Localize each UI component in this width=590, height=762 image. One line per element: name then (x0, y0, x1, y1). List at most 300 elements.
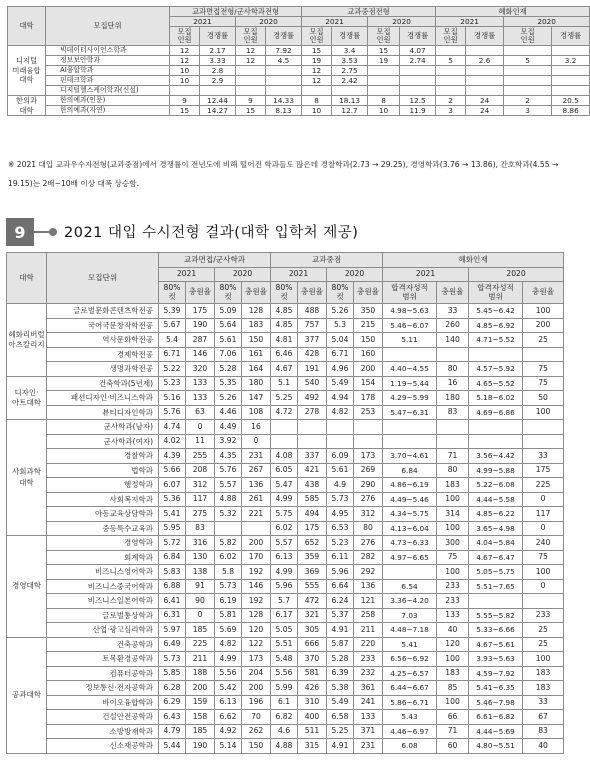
value-cell: 133 (186, 376, 215, 391)
table-row (7, 362, 564, 377)
value-cell: 2.8 (200, 66, 236, 76)
value-cell: 472 (298, 594, 327, 609)
value-cell: 6.02 (271, 521, 298, 536)
value-cell (236, 76, 266, 86)
value-cell: 147 (242, 391, 271, 406)
value-cell: 133 (354, 710, 383, 725)
value-cell: 4.25~6.57 (383, 666, 437, 681)
value-cell: 4.67 (271, 362, 298, 377)
value-cell: 6.84 (383, 463, 437, 478)
value-cell: 75 (523, 376, 564, 391)
value-cell: 175 (298, 521, 327, 536)
value-cell: 7.06 (215, 347, 242, 362)
value-cell: 0 (523, 579, 564, 594)
value-cell: 8 (368, 96, 400, 106)
value-cell: 4.49 (215, 420, 242, 435)
value-cell: 4.49~5.46 (383, 492, 437, 507)
header-fill-rate: 충원율 (523, 282, 564, 304)
value-cell: 75 (437, 550, 469, 565)
value-cell: 3.65~4.98 (469, 521, 523, 536)
table-row (7, 695, 564, 710)
univ-cell: 디자인· 아트대학 (7, 376, 47, 420)
value-cell: 369 (298, 565, 327, 580)
value-cell: 33 (523, 449, 564, 464)
value-cell: 276 (354, 492, 383, 507)
value-cell: 261 (242, 492, 271, 507)
dept-cell: 건축학과(5년제) (47, 376, 159, 391)
value-cell: 19 (368, 56, 400, 66)
value-cell: 5.11 (383, 333, 437, 348)
value-cell: 305 (298, 623, 327, 638)
value-cell: 4.86~6.19 (383, 478, 437, 493)
value-cell (523, 434, 564, 449)
value-cell: 3.2 (552, 56, 590, 66)
value-cell: 150 (242, 739, 271, 754)
value-cell: 3.53 (332, 56, 368, 66)
value-cell: 11.9 (400, 106, 436, 116)
value-cell (236, 86, 266, 96)
value-cell: 4.59~7.92 (469, 666, 523, 681)
value-cell: 241 (354, 695, 383, 710)
value-cell: 5.49 (327, 376, 354, 391)
value-cell: 5.38 (327, 681, 354, 696)
value-cell: 5.72 (159, 536, 186, 551)
value-cell: 83 (437, 405, 469, 420)
dept-cell: 비즈니스중국어학과 (47, 579, 159, 594)
univ-cell: 혜화리버럴 아츠칼리지 (7, 304, 47, 377)
value-cell: 652 (298, 536, 327, 551)
value-cell: 100 (437, 565, 469, 580)
value-cell: 3.36~4.20 (383, 594, 437, 609)
value-cell: 5.57 (271, 536, 298, 551)
value-cell: 5.97 (159, 623, 186, 638)
table-row (7, 637, 564, 652)
value-cell (436, 86, 466, 96)
value-cell: 5.73 (327, 492, 354, 507)
value-cell: 136 (242, 478, 271, 493)
dept-cell: 경영학과 (47, 536, 159, 551)
table-row (7, 608, 564, 623)
value-cell: 18.13 (332, 96, 368, 106)
value-cell: 191 (298, 362, 327, 377)
table-row (8, 56, 590, 66)
value-cell: 555 (298, 579, 327, 594)
value-cell: 5.57 (215, 478, 242, 493)
value-cell: 3.92 (215, 434, 242, 449)
value-cell: 4.92 (215, 724, 242, 739)
value-cell: 136 (354, 579, 383, 594)
value-cell: 276 (354, 536, 383, 551)
value-cell: 4.57~5.92 (469, 362, 523, 377)
table-row (7, 434, 564, 449)
value-cell: 10 (302, 106, 332, 116)
header-cut80: 80% 컷 (215, 282, 242, 304)
value-cell: 180 (242, 376, 271, 391)
value-cell (271, 420, 298, 435)
header-rate: 경쟁률 (400, 27, 436, 46)
value-cell: 4.73~6.33 (383, 536, 437, 551)
value-cell: 4.85~6.92 (469, 318, 523, 333)
value-cell (266, 76, 302, 86)
header-cut80: 80% 컷 (327, 282, 354, 304)
value-cell: 6.56~6.92 (383, 652, 437, 667)
value-cell: 4.69~6.86 (469, 405, 523, 420)
value-cell: 6.46 (271, 347, 298, 362)
value-cell: 4.82 (327, 405, 354, 420)
table-row (8, 106, 590, 116)
value-cell (469, 434, 523, 449)
value-cell: 133 (186, 391, 215, 406)
value-cell: 2 (436, 96, 466, 106)
value-cell: 211 (186, 652, 215, 667)
table-row (7, 536, 564, 551)
value-cell (327, 420, 354, 435)
value-cell: 262 (242, 724, 271, 739)
value-cell: 190 (186, 318, 215, 333)
value-cell (466, 76, 504, 86)
value-cell: 315 (298, 739, 327, 754)
value-cell: 428 (298, 347, 327, 362)
header-rate: 경쟁률 (466, 27, 504, 46)
value-cell: 6.09 (327, 449, 354, 464)
value-cell: 5.86~6.71 (383, 695, 437, 710)
header-year: 2021 (383, 267, 469, 282)
value-cell: 25 (523, 637, 564, 652)
value-cell: 120 (437, 637, 469, 652)
value-cell (504, 76, 552, 86)
value-cell: 5.51~7.65 (469, 579, 523, 594)
value-cell (437, 434, 469, 449)
value-cell: 4.85 (271, 304, 298, 319)
value-cell: 666 (298, 637, 327, 652)
value-cell: 5.41~6.35 (469, 681, 523, 696)
value-cell (552, 86, 590, 96)
value-cell: 359 (298, 550, 327, 565)
value-cell: 350 (354, 304, 383, 319)
value-cell (298, 434, 327, 449)
value-cell: 40 (437, 623, 469, 638)
value-cell: 4.88 (215, 492, 242, 507)
table-row (7, 666, 564, 681)
dept-cell: 산업·광고심리학과 (47, 623, 159, 638)
value-cell: 258 (354, 608, 383, 623)
value-cell: 100 (437, 521, 469, 536)
value-cell: 75 (523, 362, 564, 377)
value-cell: 0 (242, 434, 271, 449)
value-cell: 5.81 (215, 608, 242, 623)
value-cell: 122 (242, 637, 271, 652)
value-cell: 426 (298, 681, 327, 696)
value-cell: 4.97~6.65 (383, 550, 437, 565)
value-cell: 6.49 (159, 637, 186, 652)
header-seats: 모집 인원 (436, 27, 466, 46)
value-cell: 12.44 (200, 96, 236, 106)
header-rate: 경쟁률 (266, 27, 302, 46)
value-cell: 4.96 (327, 362, 354, 377)
value-cell: 80 (437, 463, 469, 478)
value-cell: 6.19 (215, 594, 242, 609)
value-cell (523, 594, 564, 609)
value-cell: 370 (298, 652, 327, 667)
value-cell (368, 66, 400, 76)
value-cell: 232 (354, 666, 383, 681)
value-cell: 5.7 (271, 594, 298, 609)
value-cell: 5.61 (215, 333, 242, 348)
value-cell: 5.99 (271, 681, 298, 696)
value-cell: 2.75 (332, 66, 368, 76)
value-cell: 75 (523, 550, 564, 565)
header-score-range: 합격자성적 범위 (469, 282, 523, 304)
value-cell: 5.55~5.82 (469, 608, 523, 623)
value-cell: 6.82 (271, 710, 298, 725)
dept-cell: 경제학전공 (47, 347, 159, 362)
value-cell: 5.85 (159, 666, 186, 681)
value-cell: 361 (354, 681, 383, 696)
table-row (7, 478, 564, 493)
value-cell: 6.62 (215, 710, 242, 725)
value-cell: 314 (437, 507, 469, 522)
header-univ: 대학 (7, 253, 47, 304)
value-cell: 159 (186, 695, 215, 710)
header-year: 2021 (302, 17, 368, 27)
value-cell: 4.02 (159, 434, 186, 449)
value-cell: 5.42 (215, 681, 242, 696)
value-cell: 16 (242, 420, 271, 435)
value-cell: 8.13 (266, 106, 302, 116)
value-cell: 6.61~6.82 (469, 710, 523, 725)
value-cell: 140 (437, 333, 469, 348)
value-cell: 71 (437, 449, 469, 464)
value-cell: 161 (242, 347, 271, 362)
value-cell: 183 (437, 478, 469, 493)
value-cell: 100 (437, 492, 469, 507)
value-cell: 438 (298, 478, 327, 493)
value-cell: 24 (466, 96, 504, 106)
value-cell: 6.13 (215, 695, 242, 710)
value-cell: 90 (186, 594, 215, 609)
value-cell: 15 (236, 106, 266, 116)
value-cell: 231 (242, 449, 271, 464)
value-cell (354, 420, 383, 435)
value-cell: 4.99~5.88 (469, 463, 523, 478)
value-cell: 6.71 (159, 347, 186, 362)
value-cell: 4.85~6.22 (469, 507, 523, 522)
dept-cell: 토목환경공학과 (47, 652, 159, 667)
value-cell: 5.43 (383, 710, 437, 725)
value-cell (504, 86, 552, 96)
value-cell: 4.35 (215, 449, 242, 464)
value-cell: 0 (523, 492, 564, 507)
value-cell: 5.46~6.07 (383, 318, 437, 333)
value-cell: 8 (302, 96, 332, 106)
value-cell: 24 (466, 106, 504, 116)
value-cell: 5.26 (215, 391, 242, 406)
value-cell: 188 (186, 666, 215, 681)
value-cell: 5.51 (271, 637, 298, 652)
value-cell: 164 (242, 362, 271, 377)
value-cell: 5.73 (215, 579, 242, 594)
value-cell: 5.41 (159, 507, 186, 522)
dept-cell: 빅데이터사이언스학과 (46, 46, 170, 56)
value-cell: 4.48~7.18 (383, 623, 437, 638)
value-cell: 6.53 (327, 521, 354, 536)
value-cell: 4.99 (215, 652, 242, 667)
header-group-hyehwa: 혜화인재 (436, 7, 590, 17)
header-rate: 경쟁률 (332, 27, 368, 46)
value-cell: 5.67 (159, 318, 186, 333)
header-seats: 모집 인원 (368, 27, 400, 46)
value-cell (552, 66, 590, 76)
value-cell: 5.22 (159, 362, 186, 377)
value-cell: 11 (186, 434, 215, 449)
value-cell: 4.99 (271, 492, 298, 507)
dept-cell: 군사학과(여자) (47, 434, 159, 449)
value-cell: 121 (354, 594, 383, 609)
dept-cell: 한의예과(인문) (46, 96, 170, 106)
value-cell: 128 (242, 304, 271, 319)
value-cell: 494 (298, 507, 327, 522)
value-cell (368, 76, 400, 86)
table-row (8, 46, 590, 56)
note-text: ※ 2021 대입 교과우수자전형(교과중점)에서 경쟁률이 전년도에 비해 떨어진 학과들도 많은데 경찰학과(2.73 → 29.25), 경영학과(3.76 → 13.86), 간호학과(4.55 → 19.15)는 2배~10배 이상 대폭 상승함. (8, 160, 559, 188)
value-cell (436, 46, 466, 56)
value-cell: 175 (186, 304, 215, 319)
value-cell: 5.05~5.75 (469, 565, 523, 580)
value-cell: 4.04~5.84 (469, 536, 523, 551)
header-fill-rate: 충원율 (354, 282, 383, 304)
table-row (7, 579, 564, 594)
value-cell: 146 (186, 347, 215, 362)
value-cell: 83 (186, 521, 215, 536)
table-row (7, 405, 564, 420)
value-cell (400, 86, 436, 96)
value-cell: 4.80~5.51 (469, 739, 523, 754)
value-cell (523, 420, 564, 435)
value-cell: 240 (523, 536, 564, 551)
value-cell: 2.9 (200, 76, 236, 86)
dept-cell: 중등특수교육과 (47, 521, 159, 536)
value-cell: 138 (186, 565, 215, 580)
value-cell: 150 (242, 333, 271, 348)
value-cell: 175 (523, 463, 564, 478)
dept-cell: 아동교육상담학과 (47, 507, 159, 522)
header-year: 2020 (215, 267, 271, 282)
dept-cell: 신소재공학과 (47, 739, 159, 754)
value-cell: 221 (242, 507, 271, 522)
value-cell: 5.49 (327, 695, 354, 710)
value-cell (469, 420, 523, 435)
value-cell: 14.27 (200, 106, 236, 116)
table-row (7, 347, 564, 362)
table-row (8, 96, 590, 106)
value-cell: 5.87 (327, 637, 354, 652)
value-cell: 8.86 (552, 106, 590, 116)
value-cell (400, 76, 436, 86)
value-cell: 255 (186, 449, 215, 464)
value-cell: 5.37 (327, 608, 354, 623)
value-cell: 5.09 (215, 304, 242, 319)
table-row (7, 318, 564, 333)
value-cell: 10 (170, 66, 200, 76)
value-cell: 5.56 (215, 666, 242, 681)
table-row (7, 391, 564, 406)
header-seats: 모집 인원 (504, 27, 552, 46)
value-cell: 40 (523, 739, 564, 754)
value-cell: 4.72 (271, 405, 298, 420)
dept-cell: 글로벌통상학과 (47, 608, 159, 623)
univ-cell: 공과대학 (7, 637, 47, 753)
value-cell: 5.32 (215, 507, 242, 522)
dept-cell: 컴퓨터공학과 (47, 666, 159, 681)
table-row (7, 507, 564, 522)
value-cell (469, 594, 523, 609)
value-cell: 275 (186, 507, 215, 522)
value-cell (354, 434, 383, 449)
value-cell (437, 347, 469, 362)
value-cell: 16 (437, 376, 469, 391)
header-group-interview: 교과면접전형/군사학과전형 (170, 7, 302, 17)
value-cell: 200 (186, 681, 215, 696)
value-cell: 4.85 (271, 318, 298, 333)
header-year: 2021 (271, 267, 327, 282)
value-cell: 377 (298, 333, 327, 348)
header-group-interview: 교과면접/군사학과 (159, 253, 271, 268)
value-cell (302, 86, 332, 96)
value-cell: 5.76 (215, 463, 242, 478)
value-cell: 6.13 (271, 550, 298, 565)
value-cell: 4.08 (271, 449, 298, 464)
value-cell: 4.46 (215, 405, 242, 420)
header-fill-rate: 충원율 (298, 282, 327, 304)
section-title: 2021 대입 수시전형 결과(대학 입학처 제공) (64, 225, 359, 241)
value-cell: 4.07 (400, 46, 436, 56)
value-cell: 100 (523, 304, 564, 319)
header-rate: 경쟁률 (552, 27, 590, 46)
value-cell: 117 (523, 507, 564, 522)
value-cell (383, 434, 437, 449)
table-row (7, 304, 564, 319)
table-row (7, 710, 564, 725)
value-cell: 225 (523, 478, 564, 493)
dept-cell: AI융합학과 (46, 66, 170, 76)
value-cell: 183 (523, 666, 564, 681)
dept-cell: 경찰학과 (47, 449, 159, 464)
value-cell (298, 420, 327, 435)
value-cell: 15 (170, 106, 200, 116)
value-cell: 7.03 (383, 608, 437, 623)
value-cell: 5.95 (159, 521, 186, 536)
value-cell: 6.11 (327, 550, 354, 565)
value-cell: 220 (354, 637, 383, 652)
value-cell (368, 86, 400, 96)
table-row (7, 652, 564, 667)
value-cell: 5.28 (327, 652, 354, 667)
header-dept: 모집단위 (47, 253, 159, 304)
value-cell: 2.42 (332, 76, 368, 86)
value-cell: 130 (186, 550, 215, 565)
value-cell: 5.25 (327, 724, 354, 739)
dept-cell: 군사학과(남자) (47, 420, 159, 435)
value-cell (466, 86, 504, 96)
value-cell: 5.18~6.02 (469, 391, 523, 406)
value-cell: 200 (523, 318, 564, 333)
header-year: 2020 (504, 17, 590, 27)
value-cell: 100 (437, 695, 469, 710)
value-cell: 6.84 (159, 550, 186, 565)
section-bullet-icon (49, 228, 57, 236)
value-cell: 225 (186, 637, 215, 652)
value-cell: 4.39 (159, 449, 186, 464)
